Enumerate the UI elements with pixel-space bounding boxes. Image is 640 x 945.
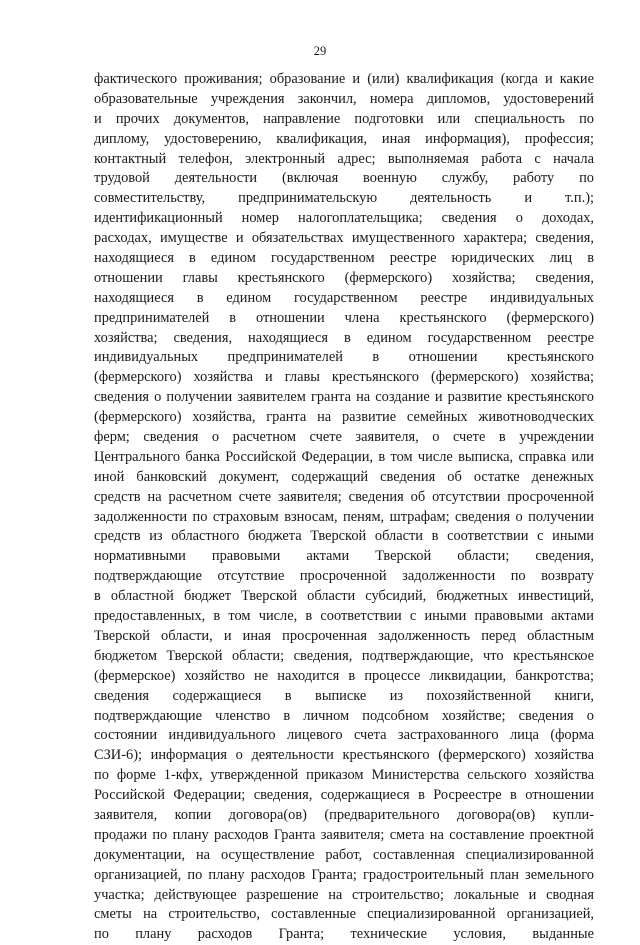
- text-line: диплому, удостоверению, квалификация, иная информация), профессия;: [94, 130, 594, 147]
- text-line: (фермерского) хозяйства и главы крестьянского (фермерского) хозяйства;: [94, 369, 594, 386]
- text-line: Тверской области, и иная просроченная задолженность перед областным: [94, 627, 594, 644]
- text-line: идентификационный номер налогоплательщика; сведения о доходах,: [94, 210, 594, 227]
- text-line: трудовой деятельности (включая военную службу, работу по: [94, 170, 594, 187]
- text-line: участка; действующее разрешение на строительство; локальные и сводная: [94, 886, 594, 903]
- document-body: [94, 70, 594, 945]
- text-line: сметы на строительство, составленные специализированной организацией,: [94, 906, 594, 923]
- text-line: организацией, по плану расходов Гранта; градостроительный план земельного: [94, 866, 594, 883]
- text-line: хозяйства; сведения, находящиеся в едином государственном реестре: [94, 329, 594, 346]
- text-line: СЗИ-6); информация о деятельности крестьянского (фермерского) хозяйства: [94, 747, 594, 764]
- text-line: фактического проживания; образование и (или) квалификация (когда и какие: [94, 71, 594, 87]
- text-line: Центрального банка Российской Федерации, в том числе выписка, справка или: [94, 448, 594, 465]
- text-line: подтверждающие отсутствие просроченной задолженности по возврату: [94, 568, 594, 585]
- text-line: сведения о получении заявителем гранта на создание и развитие крестьянского: [94, 389, 594, 406]
- text-line: средств на расчетном счете заявителя; сведения об отсутствии просроченной: [94, 488, 594, 505]
- text-line: ферм; сведения о расчетном счете заявителя, о счете в учреждении: [94, 429, 594, 446]
- text-line: бюджетом Тверской области; сведения, подтверждающие, что крестьянское: [94, 647, 594, 664]
- text-line: документации, на осуществление работ, составленная специализированной: [94, 846, 594, 863]
- text-line: предпринимателей в отношении члена крестьянского (фермерского): [94, 309, 594, 326]
- text-line: заявителя, копии договора(ов) (предварительного договора(ов) купли-: [94, 806, 594, 823]
- text-line: и прочих документов, направление подготовки или специальность по: [94, 110, 594, 127]
- text-line: иной банковский документ, содержащий сведения об остатке денежных: [94, 468, 594, 485]
- text-line: (фермерского) хозяйства, гранта на развитие семейных животноводческих: [94, 409, 594, 426]
- text-line: по плану расходов Гранта; технические условия, выданные: [94, 926, 594, 943]
- text-line: средств из областного бюджета Тверской области в соответствии с иными: [94, 528, 594, 545]
- text-line: нормативными правовыми актами Тверской области; сведения,: [94, 548, 594, 565]
- text-line: (фермерское) хозяйство не находится в процессе ликвидации, банкротства;: [94, 667, 594, 684]
- text-line: находящиеся в едином государственном реестре индивидуальных: [94, 289, 594, 306]
- text-line: подтверждающие членство в личном подсобном хозяйстве; сведения о: [94, 707, 594, 724]
- text-line: индивидуальных предпринимателей в отношении крестьянского: [94, 349, 594, 366]
- text-line: образовательные учреждения закончил, номера дипломов, удостоверений: [94, 90, 594, 107]
- page-number: 29: [313, 44, 327, 58]
- text-line: сведения содержащиеся в выписке из похозяйственной книги,: [94, 687, 594, 704]
- text-line: контактный телефон, электронный адрес; выполняемая работа с начала: [94, 150, 594, 167]
- text-line: отношении главы крестьянского (фермерского) хозяйства; сведения,: [94, 269, 594, 286]
- text-line: расходах, имуществе и обязательствах имущественного характера; сведения,: [94, 230, 594, 247]
- text-line: в областной бюджет Тверской области субсидий, бюджетных инвестиций,: [94, 588, 594, 605]
- text-line: продажи по плану расходов Гранта заявителя; смета на составление проектной: [94, 826, 594, 843]
- text-line: задолженности по страховым взносам, пеням, штрафам; сведения о получении: [94, 508, 594, 525]
- text-line: совместительству, предпринимательскую деятельность и т.п.);: [94, 190, 594, 207]
- text-line: состоянии индивидуального лицевого счета застрахованного лица (форма: [94, 727, 594, 744]
- text-line: предоставленных, в том числе, в соответствии с иными правовыми актами: [94, 608, 594, 625]
- text-line: по форме 1-кфх, утвержденной приказом Министерства сельского хозяйства: [94, 767, 594, 784]
- text-line: Российской Федерации; сведения, содержащиеся в Росреестре в отношении: [94, 787, 594, 804]
- text-line: находящиеся в едином государственном реестре юридических лиц в: [94, 250, 594, 267]
